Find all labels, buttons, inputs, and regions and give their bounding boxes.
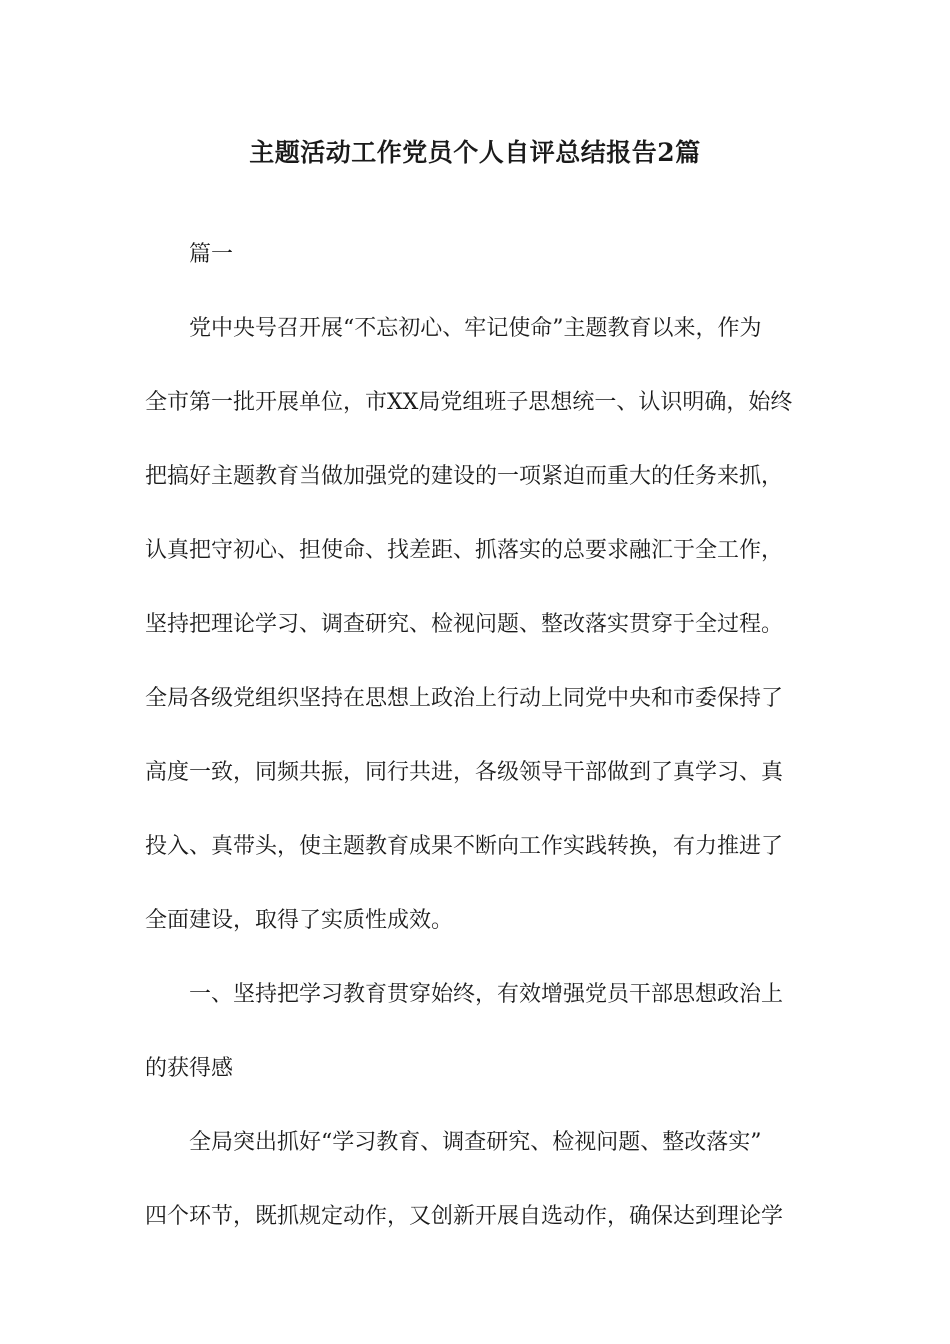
text-line: 把搞好主题教育当做加强党的建设的一项紧迫而重大的任务来抓， [145, 464, 784, 489]
text-line: 投入、真带头，使主题教育成果不断向工作实践转换，有力推进了 [145, 834, 784, 859]
text-line: 高度一致，同频共振，同行共进，各级领导干部做到了真学习、真 [145, 760, 784, 785]
section-label: 篇一 [189, 242, 234, 267]
text-line: 坚持把理论学习、调查研究、检视问题、整改落实贯穿于全过程。 [145, 612, 784, 637]
text-line: 四个环节，既抓规定动作，又创新开展自选动作，确保达到理论学 [145, 1204, 784, 1229]
section-heading-line: 的获得感 [145, 1056, 234, 1081]
text-line: 全市第一批开展单位，市XX局党组班子思想统一、认识明确，始终 [145, 390, 793, 415]
section-heading-line: 一、坚持把学习教育贯穿始终，有效增强党员干部思想政治上 [189, 982, 784, 1007]
text-line: 全局突出抓好“学习教育、调查研究、检视问题、整改落实” [189, 1130, 762, 1155]
document-body [145, 236, 805, 1272]
text-line: 全面建设，取得了实质性成效。 [145, 908, 454, 933]
text-line: 党中央号召开展“不忘初心、牢记使命”主题教育以来，作为 [189, 316, 762, 341]
document-title: 主题活动工作党员个人自评总结报告2篇 [249, 138, 701, 167]
text-line: 认真把守初心、担使命、找差距、抓落实的总要求融汇于全工作， [145, 538, 784, 563]
text-line: 全局各级党组织坚持在思想上政治上行动上同党中央和市委保持了 [145, 686, 784, 711]
